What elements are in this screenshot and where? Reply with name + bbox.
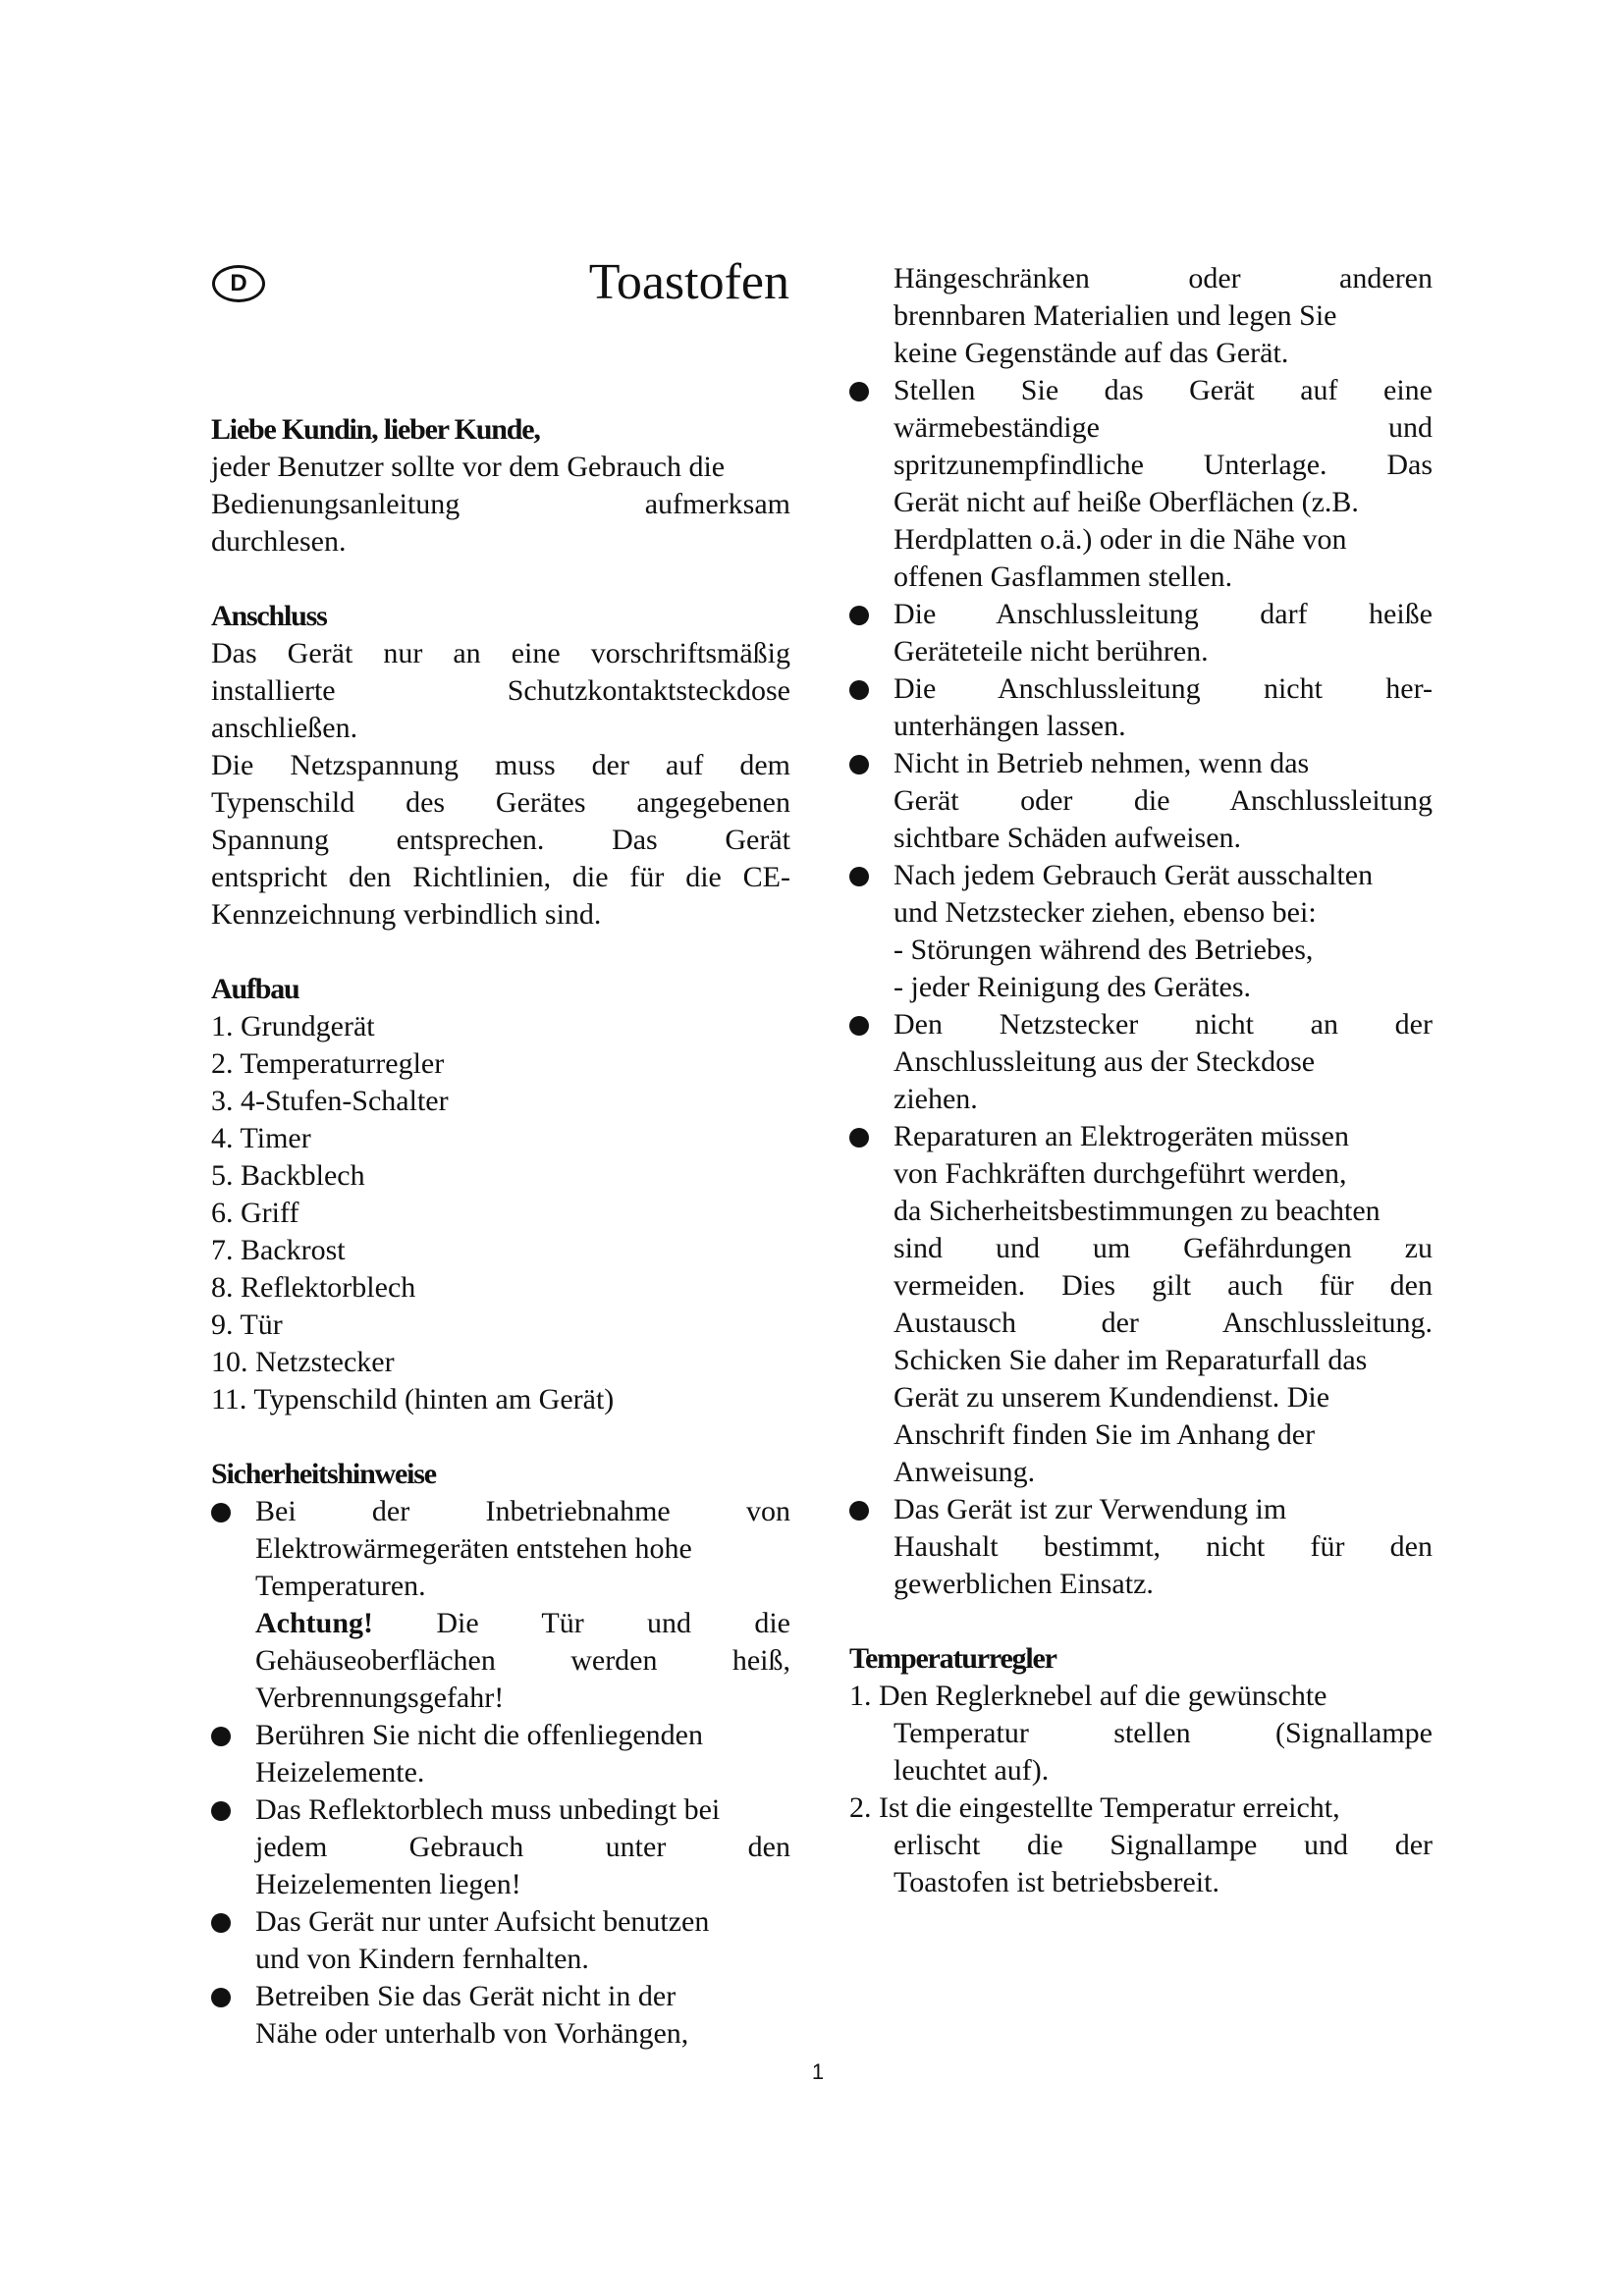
bullet-dot-icon — [211, 1727, 231, 1746]
temp-step: 1. Den Reglerknebel auf die gewünschte Temperatur stellen (Signallampe leuchtet auf). — [849, 1680, 1433, 1787]
intro-line: durchlesen. — [211, 525, 347, 558]
aufbau-item: 1. Grundgerät — [211, 1010, 375, 1042]
sicherheit-heading: Sicherheitshinweise — [211, 1458, 436, 1490]
safety-bullet: Die Anschlussleitung nicht her- unterhängen lassen. — [849, 670, 1433, 745]
anschluss-line: anschließen. — [211, 712, 358, 744]
temp-step: 2. Ist die eingestellte Temperatur erreicht, erlischt die Signallampe und der Toastofen ist betriebsbereit. — [849, 1791, 1433, 1898]
intro-line: Bedienungsanleitung aufmerksam — [211, 488, 790, 520]
safety-bullet: Nicht in Betrieb nehmen, wenn das Gerät oder die Anschlussleitung sichtbare Schäden aufweisen. — [849, 745, 1433, 857]
safety-bullet: Reparaturen an Elektrogeräten müssen von Fachkräften durchgeführt werden, da Sicherheitsbestimmungen zu beachten sind und um Gefährdungen zu vermeiden. Dies gilt auch für den Austausch der Anschlussleitung. Schicken Sie daher im Reparaturfall das Gerät zu unserem Kundendienst. Die Anschrift finden Sie im Anhang der Anweisung. — [849, 1118, 1433, 1491]
safety-bullet: Den Netzstecker nicht an der Anschlussleitung aus der Steckdose ziehen. — [849, 1006, 1433, 1118]
achtung-label: Achtung! — [255, 1607, 374, 1639]
right-column — [849, 260, 1433, 1901]
aufbau-item: 10. Netzstecker — [211, 1346, 395, 1378]
safety-bullet: Nach jedem Gebrauch Gerät ausschalten und Netzstecker ziehen, ebenso bei: - Störungen während des Betriebes, - jeder Reinigung des Gerätes. — [849, 857, 1433, 1006]
aufbau-heading: Aufbau — [211, 973, 299, 1005]
safety-bullet: Berühren Sie nicht die offenliegenden Heizelemente. — [211, 1717, 790, 1791]
bullet-dot-icon — [849, 867, 869, 886]
anschluss-line: Die Netzspannung muss der auf dem — [211, 749, 790, 781]
aufbau-item: 3. 4-Stufen-Schalter — [211, 1085, 449, 1117]
aufbau-item: 7. Backrost — [211, 1234, 346, 1266]
anschluss-line: entspricht den Richtlinien, die für die CE- — [211, 861, 790, 893]
bullet-dot-icon — [849, 382, 869, 401]
aufbau-item: 5. Backblech — [211, 1159, 365, 1192]
left-column — [211, 411, 790, 2053]
safety-bullet: Stellen Sie das Gerät auf eine wärmebeständige und spritzunempfindliche Unterlage. Das Gerät nicht auf heiße Oberflächen (z.B. Herdplatten o.ä.) oder in die Nähe von offenen Gasflammen stellen. — [849, 372, 1433, 596]
aufbau-item: 2. Temperaturregler — [211, 1047, 445, 1080]
anschluss-line: Das Gerät nur an eine vorschriftsmäßig — [211, 637, 790, 669]
intro-line: jeder Benutzer sollte vor dem Gebrauch die — [211, 451, 726, 483]
page-title: Toastofen — [588, 254, 789, 310]
bullet-dot-icon — [211, 1503, 231, 1522]
bullet-dot-icon — [849, 680, 869, 700]
bullet-dot-icon — [849, 1128, 869, 1148]
safety-bullet: Betreiben Sie das Gerät nicht in der Nähe oder unterhalb von Vorhängen, — [211, 1978, 790, 2053]
safety-bullet: Das Gerät nur unter Aufsicht benutzen und von Kindern fernhalten. — [211, 1903, 790, 1978]
anschluss-line: Typenschild des Gerätes angegebenen — [211, 786, 790, 819]
anschluss-line: installierte Schutzkontaktsteckdose — [211, 674, 790, 707]
aufbau-item: 11. Typenschild (hinten am Gerät) — [211, 1383, 615, 1415]
anschluss-line: Spannung entsprechen. Das Gerät — [211, 824, 790, 856]
safety-bullet: Bei der Inbetriebnahme von Elektrowärmegeräten entstehen hohe Temperaturen. Achtung! Die Tür und die Gehäuseoberflächen werden heiß, Verbrennungsgefahr! — [211, 1493, 790, 1717]
bullet-dot-icon — [211, 1988, 231, 2007]
temperaturregler-heading: Temperaturregler — [849, 1642, 1056, 1675]
anschluss-line: Kennzeichnung verbindlich sind. — [211, 898, 602, 931]
bullet-dot-icon — [211, 1801, 231, 1821]
greeting-heading: Liebe Kundin, lieber Kunde, — [211, 413, 540, 446]
page-number: 1 — [811, 2059, 825, 2084]
aufbau-item: 6. Griff — [211, 1197, 299, 1229]
bullet-dot-icon — [849, 755, 869, 774]
bullet-dot-icon — [849, 1016, 869, 1036]
safety-bullet-continued: Hängeschränken oder anderen brennbaren Materialien und legen Sie keine Gegenstände auf das Gerät. — [893, 262, 1433, 369]
aufbau-item: 4. Timer — [211, 1122, 311, 1154]
safety-bullet: Das Gerät ist zur Verwendung im Haushalt bestimmt, nicht für den gewerblichen Einsatz. — [849, 1491, 1433, 1603]
anschluss-heading: Anschluss — [211, 600, 327, 632]
aufbau-item: 9. Tür — [211, 1308, 283, 1341]
aufbau-item: 8. Reflektorblech — [211, 1271, 416, 1304]
bullet-dot-icon — [849, 606, 869, 625]
safety-bullet: Das Reflektorblech muss unbedingt bei jedem Gebrauch unter den Heizelementen liegen! — [211, 1791, 790, 1903]
bullet-dot-icon — [211, 1913, 231, 1933]
safety-bullet: Die Anschlussleitung darf heiße Geräteteile nicht berühren. — [849, 596, 1433, 670]
language-badge: D — [212, 265, 265, 302]
bullet-dot-icon — [849, 1501, 869, 1521]
